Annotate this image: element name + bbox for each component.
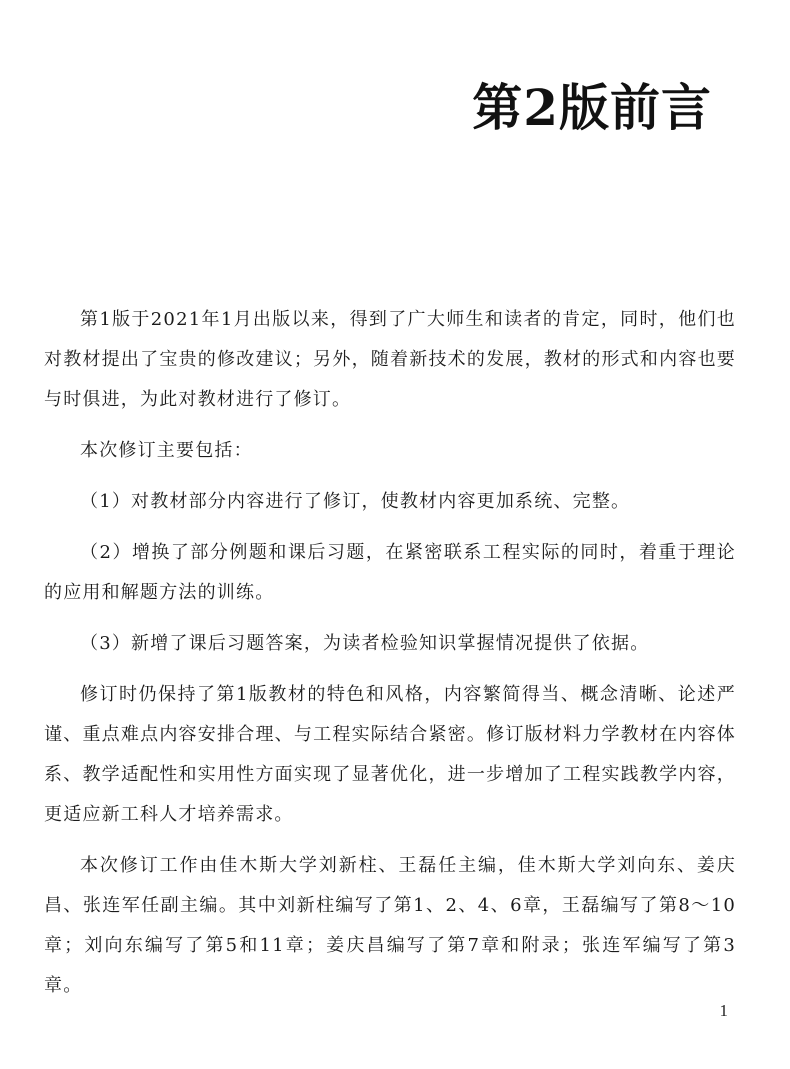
paragraph-item-1: （1）对教材部分内容进行了修订，使教材内容更加系统、完整。 (80, 491, 631, 512)
preface-body (44, 300, 736, 1017)
page-title: 第2版前言 (472, 78, 712, 137)
paragraph-revision-summary: 本次修订主要包括： (80, 440, 253, 461)
paragraph-intro: 第1版于2021年1月出版以来，得到了广大师生和读者的肯定，同时，他们也对教材提出了宝贵的修改建议；另外，随着新技术的发展，教材的形式和内容也要与时俱进，为此对教材进行了修订。 (44, 309, 736, 410)
paragraph-item-3: （3）新增了课后习题答案，为读者检验知识掌握情况提供了依据。 (80, 633, 650, 654)
paragraph-authors: 本次修订工作由佳木斯大学刘新柱、王磊任主编，佳木斯大学刘向东、姜庆昌、张连军任副主编。其中刘新柱编写了第1、2、4、6章，王磊编写了第8～10章；刘向东编写了第5和11章；姜庆昌编写了第7章和附录；张连军编写了第3章。 (44, 855, 736, 996)
paragraph-features: 修订时仍保持了第1版教材的特色和风格，内容繁简得当、概念清晰、论述严谨、重点难点内容安排合理、与工程实际结合紧密。修订版材料力学教材在内容体系、教学适配性和实用性方面实现了显著优化，进一步增加了工程实践教学内容，更适应新工科人才培养需求。 (44, 684, 736, 825)
page-number: 1 (719, 1001, 728, 1020)
paragraph-item-2: （2）增换了部分例题和课后习题，在紧密联系工程实际的同时，着重于理论的应用和解题方法的训练。 (44, 542, 736, 603)
